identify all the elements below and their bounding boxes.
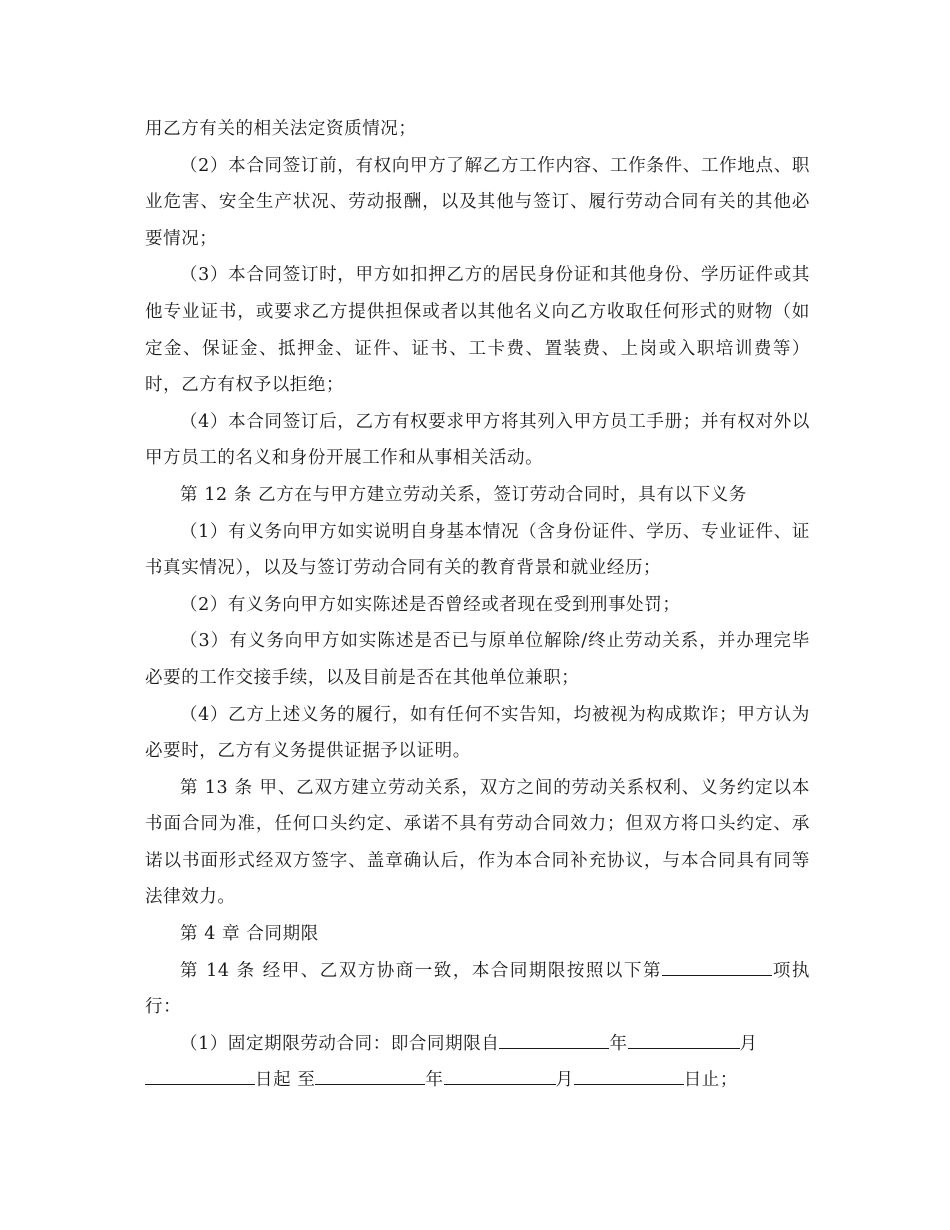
fixed-term-lead: （1）固定期限劳动合同：即合同期限自	[180, 1033, 500, 1054]
paragraph-duty-1: （1）有义务向甲方如实说明自身基本情况（含身份证件、学历、专业证件、证书真实情况），以及与签订劳动合同有关的教育背景和就业经历；	[145, 521, 810, 579]
clause-12-heading: 第 12 条 乙方在与甲方建立劳动关系，签订劳动合同时，具有以下义务	[180, 484, 747, 505]
paragraph-right-3: （3）本合同签订时，甲方如扣押乙方的居民身份证和其他身份、学历证件或其他专业证书，或要求乙方提供担保或者以其他名义向乙方收取任何形式的财物（如定金、保证金、抵押金、证件、证书、工卡费、置装费、上岗或入职培训费等）时，乙方有权予以拒绝；	[145, 265, 810, 396]
paragraph-duty-3: （3）有义务向甲方如实陈述是否已与原单位解除/终止劳动关系，并办理完毕必要的工作交接手续，以及目前是否在其他单位兼职；	[145, 631, 810, 688]
chapter-4-heading: 第 4 章 合同期限	[180, 924, 319, 945]
term-option-blank[interactable]	[662, 953, 772, 976]
clause-14-lead: 第 14 条 经甲、乙双方协商一致，本合同期限按照以下第	[180, 960, 662, 981]
year2-label: 年	[425, 1070, 444, 1091]
fixed-term-line-2	[145, 1062, 810, 1099]
clause-13: 第 13 条 甲、乙双方建立劳动关系，双方之间的劳动关系权利、义务约定以本书面合同为准，任何口头约定、承诺不具有劳动合同效力；但双方将口头约定、承诺以书面形式经双方签字、盖章确认后，作为本合同补充协议，与本合同具有同等法律效力。	[145, 777, 810, 908]
clause-14	[145, 953, 810, 1026]
end-year-blank[interactable]	[315, 1062, 425, 1085]
fixed-term-line-1	[145, 1026, 810, 1063]
day-to-label: 日止；	[683, 1070, 738, 1091]
clause-14-tail: 项执行：	[145, 960, 810, 1018]
start-day-blank[interactable]	[145, 1062, 255, 1085]
end-month-blank[interactable]	[444, 1062, 556, 1085]
year-label: 年	[609, 1033, 628, 1054]
month-label: 月	[739, 1033, 758, 1054]
day-from-label: 日起 至	[255, 1070, 316, 1091]
document-body	[145, 111, 810, 1099]
month2-label: 月	[555, 1070, 574, 1091]
start-month-blank[interactable]	[628, 1026, 740, 1049]
end-day-blank[interactable]	[574, 1062, 684, 1085]
paragraph-right-2: （2）本合同签订前，有权向甲方了解乙方工作内容、工作条件、工作地点、职业危害、安全生产状况、劳动报酬，以及其他与签订、履行劳动合同有关的其他必要情况；	[145, 155, 810, 249]
start-year-blank[interactable]	[499, 1026, 609, 1049]
paragraph-duty-4: （4）乙方上述义务的履行，如有任何不实告知，均被视为构成欺诈；甲方认为必要时，乙方有义务提供证据予以证明。	[145, 704, 810, 762]
paragraph-duty-2: （2）有义务向甲方如实陈述是否曾经或者现在受到刑事处罚；	[180, 594, 681, 615]
paragraph-qualification-tail: 用乙方有关的相关法定资质情况；	[145, 119, 417, 139]
paragraph-right-4: （4）本合同签订后，乙方有权要求甲方将其列入甲方员工手册；并有权对外以甲方员工的名义和身份开展工作和从事相关活动。	[145, 411, 810, 469]
